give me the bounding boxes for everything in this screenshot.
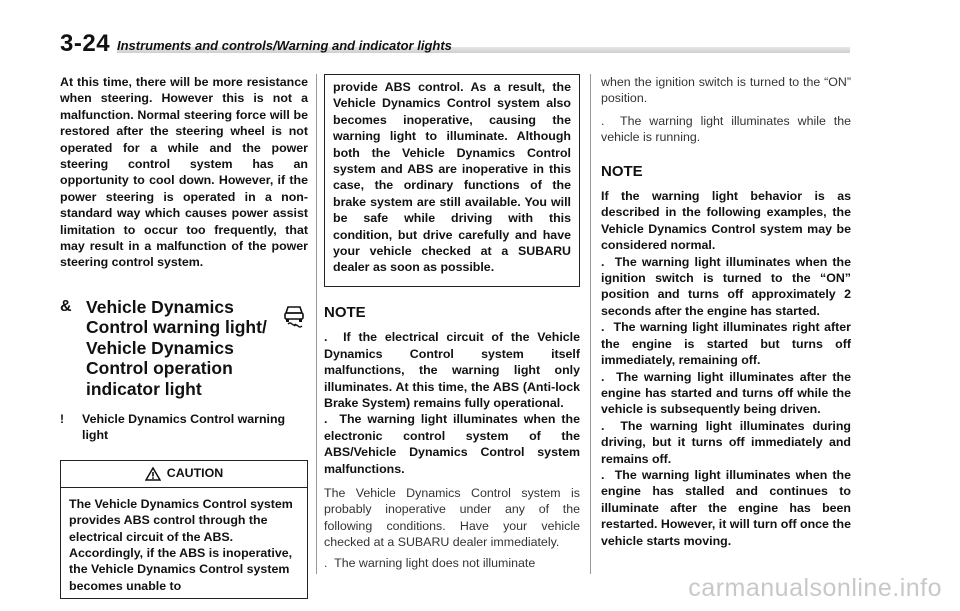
section-heading xyxy=(60,297,308,397)
caution-header xyxy=(61,461,307,488)
caution-box xyxy=(60,460,308,599)
bullet-symbol: . xyxy=(601,467,605,482)
note-item-text: If the electrical circuit of the Vehicle Dynamics Control system itself malfunctions, the warning light only illuminates. At this time, the ABS (Anti-lock Brake System) remains fully operational. xyxy=(324,330,580,410)
list-item-text: The warning light does not illuminate xyxy=(334,555,536,570)
bullet-symbol: . xyxy=(601,369,605,384)
note-item-text: The warning light illuminates when the electronic control system of the ABS/Vehicle Dynamics Control system malfunctions. xyxy=(324,412,580,476)
note-item-text: The warning light illuminates after the engine has started and turns off while the vehicle is subsequently being driven. xyxy=(601,369,852,417)
section-title: Instruments and controls/Warning and indicator lights xyxy=(117,38,452,53)
subheading-marker: ! xyxy=(60,411,64,426)
page-header xyxy=(60,30,850,56)
note-intro: If the warning light behavior is as described in the following examples, the Vehicle Dynamics Control system may be considered normal. xyxy=(601,189,851,253)
bullet-symbol: . xyxy=(601,113,605,128)
list-item-text: The warning light illuminates while the vehicle is running. xyxy=(601,113,851,145)
list-item-continued: when the ignition switch is turned to the “ON” position. xyxy=(601,75,851,106)
vehicle-skid-icon xyxy=(282,303,306,329)
watermark: carmanualsonline.info xyxy=(688,574,942,602)
list-item xyxy=(324,555,580,571)
note-item-text: The warning light illuminates when the ignition switch is turned to the “ON” position and turns off approximately 2 seconds after the engine has started. xyxy=(601,254,851,318)
note-item xyxy=(601,418,851,467)
note-item xyxy=(601,319,851,368)
caution-continued-text: provide ABS control. As a result, the Vehicle Dynamics Control system also becomes inoperative, causing the warning light to illuminate. Although both the Vehicle Dynamics Control system and ABS are inoperative in this case, the ordinary functions of the brake system are still available. You will be safe while driving with this condition, but drive carefully and have your vehicle checked at a SUBARU dealer as soon as possible. xyxy=(333,80,571,275)
note-item xyxy=(324,411,580,477)
note-title: NOTE xyxy=(601,162,643,180)
note-item-text: The warning light illuminates during driving, but it turns off immediately and remains off. xyxy=(601,418,851,466)
note-item-text: The warning light illuminates right after the engine is started but turns off immediately, remaining off. xyxy=(601,320,851,368)
bullet-symbol: . xyxy=(324,555,328,570)
caution-box-continued xyxy=(324,74,580,287)
subheading-text: Vehicle Dynamics Control warning light xyxy=(82,411,286,443)
caution-text: The Vehicle Dynamics Control system provides ABS control through the electrical circuit of the ABS. Accordingly, if the ABS is inoperative, the Vehicle Dynamics Control system becomes unable to xyxy=(69,496,293,593)
column-3 xyxy=(601,74,851,549)
warning-triangle-icon xyxy=(145,467,161,481)
heading-text: Vehicle Dynamics Control warning light/ Vehicle Dynamics Control operation indicator light xyxy=(86,296,267,399)
subheading xyxy=(60,411,308,444)
column-2 xyxy=(324,74,580,571)
note-item xyxy=(324,329,580,411)
heading-marker: & xyxy=(60,297,72,315)
page-number: 3-24 xyxy=(60,30,111,57)
bullet-symbol: . xyxy=(324,412,328,427)
bullet-symbol: . xyxy=(601,418,605,433)
note-item xyxy=(601,369,851,418)
caution-label: CAUTION xyxy=(166,466,224,481)
note-item xyxy=(601,254,851,320)
list-item xyxy=(601,113,851,146)
note-item-text: The warning light illuminates when the engine has stalled and continues to illuminate after the engine has been restarted. However, it will turn off once the vehicle starts moving. xyxy=(601,467,851,548)
bullet-symbol: . xyxy=(601,320,605,335)
bullet-symbol: . xyxy=(601,254,605,269)
body-paragraph: The Vehicle Dynamics Control system is probably inoperative under any of the following conditions. Have your vehicle checked at a SUBARU dealer immediately. xyxy=(324,485,580,550)
bullet-symbol: . xyxy=(324,330,328,345)
column-divider xyxy=(590,74,591,574)
column-divider xyxy=(316,74,317,574)
intro-paragraph: At this time, there will be more resistance when steering. However this is not a malfunction. Normal steering force will be restored after the steering wheel is not operated for a while and the power steering control system has an opportunity to cool down. However, if the power steering is operated in a non-standard way which causes power assist limitation to occur too frequently, that may result in a malfunction of the power steering control system. xyxy=(60,75,308,270)
note-title: NOTE xyxy=(324,303,366,321)
column-1 xyxy=(60,74,308,599)
note-item xyxy=(601,467,851,549)
